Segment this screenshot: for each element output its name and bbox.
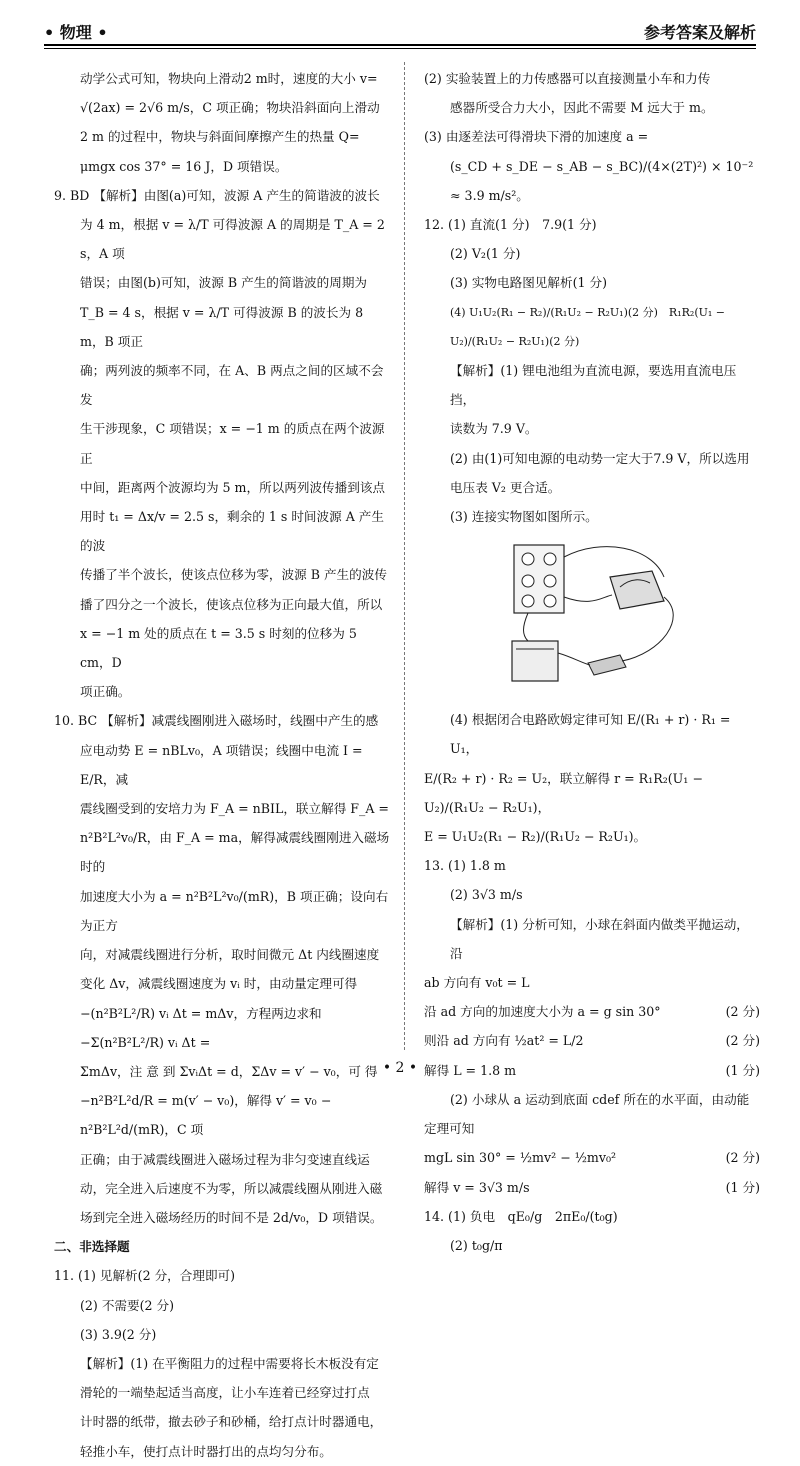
text-line: 12. (1) 直流(1 分) 7.9(1 分) — [424, 217, 597, 233]
text-line: 加速度大小为 a = n²B²L²v₀/(mR)，B 项正确；设向右为正方 — [80, 888, 389, 933]
text-line: 14. (1) 负电 qE₀/g 2πE₀/(t₀g) — [424, 1208, 618, 1224]
text-line: −n²B²L²d/R = m(v′ − v₀)，解得 v′ = v₀ − n²B²L²d/(mR)，C 项 — [80, 1093, 332, 1138]
text-line: (2) 小球从 a 运动到底面 cdef 所在的水平面，由动能 — [450, 1091, 750, 1107]
scored-text: 解得 L = 1.8 m — [424, 1062, 517, 1078]
text-line: 错误；由图(b)可知，波源 B 产生的简谐波的周期为 — [80, 275, 368, 291]
text-line: 13. (1) 1.8 m — [424, 858, 506, 874]
text-line: 读数为 7.9 V。 — [450, 421, 538, 437]
dial-knob — [522, 595, 534, 607]
text-line: (2) 由(1)可知电源的电动势一定大于7.9 V，所以选用 — [450, 450, 750, 466]
text-line: (2) t₀g/π — [450, 1237, 503, 1253]
text-line: 动，完全进入后速度不为零，所以减震线圈从刚进入磁 — [80, 1180, 383, 1196]
text-line: (3) 连接实物图如图所示。 — [450, 509, 598, 525]
dial-knob — [522, 575, 534, 587]
text-line: (2) 实验装置上的力传感器可以直接测量小车和力传 — [424, 71, 711, 86]
text-line: 轻推小车，使打点计时器打出的点均匀分布。 — [80, 1443, 332, 1459]
text-line: 【解析】(1) 分析可知，小球在斜面内做类平抛运动，沿 — [450, 916, 749, 961]
wire — [558, 653, 590, 665]
subject-label: • 物理 • — [44, 23, 108, 42]
text-line: 用时 t₁ = Δx/v = 2.5 s，剩余的 1 s 时间波源 A 产生的波 — [80, 509, 384, 554]
resistance-box — [514, 545, 564, 613]
text-line: 【解析】(1) 在平衡阻力的过程中需要将长木板没有定 — [80, 1355, 379, 1371]
text-line: 计时器的纸带，撤去砂子和砂桶，给打点计时器通电， — [80, 1414, 383, 1430]
text-line: 应电动势 E = nBLv₀，A 项错误；线圈中电流 I = E/R，减 — [80, 742, 363, 787]
voltmeter — [610, 571, 664, 609]
page-header — [44, 14, 756, 44]
text-line: (2) 3√3 m/s — [450, 887, 523, 903]
formula-line: (4) U₁U₂(R₁ − R₂)/(R₁U₂ − R₂U₁)(2 分) R₁R₂(U₁ − U₂)/(R₁U₂ − R₂U₁)(2 分) — [450, 305, 726, 348]
text-line: T_B = 4 s，根据 v = λ/T 可得波源 B 的波长为 8 m，B 项正 — [80, 304, 364, 349]
score-label: (2 分) — [725, 1004, 760, 1020]
text-line: 电压表 V₂ 更合适。 — [450, 479, 561, 495]
column-divider — [404, 62, 405, 1050]
score-label: (1 分) — [725, 1179, 760, 1195]
text-line: x = −1 m 处的质点在 t = 3.5 s 时刻的位移为 5 cm，D — [80, 625, 357, 671]
scored-text: 则沿 ad 方向有 ½at² = L/2 — [424, 1033, 584, 1049]
text-line: 震线圈受到的安培力为 F_A = nBIL，联立解得 F_A = — [80, 801, 389, 817]
page-number: • 2 • — [382, 1060, 418, 1076]
text-line: 中间，距离两个波源均为 5 m，所以两列波传播到该点 — [80, 479, 386, 495]
score-label: (1 分) — [725, 1062, 760, 1078]
scored-row — [424, 1173, 760, 1202]
dial-knob — [544, 595, 556, 607]
wire — [564, 595, 612, 601]
battery — [512, 641, 558, 681]
wire — [524, 613, 529, 641]
text-line: 确；两列波的频率不同，在 A、B 两点之间的区域不会发 — [80, 363, 384, 408]
text-line: (3) 由逐差法可得滑块下滑的加速度 a = — [424, 129, 649, 145]
formula-line: (s_CD + s_DE − s_AB − s_BC)/(4×(2T)²) × 10⁻² ≈ 3.9 m/s²。 — [450, 158, 754, 203]
text-line: ab 方向有 v₀t = L — [424, 975, 530, 991]
text-line: (2) V₂(1 分) — [450, 246, 521, 262]
header-title: 参考答案及解析 — [643, 23, 756, 42]
right-column — [424, 64, 760, 1260]
dial-knob — [522, 553, 534, 565]
text-line: (4) 根据闭合电路欧姆定律可知 E/(R₁ + r) · R₁ = U₁， — [450, 712, 731, 757]
text-line: 场到完全进入磁场经历的时间不是 2d/v₀，D 项错误。 — [80, 1209, 383, 1225]
text-line: 播了四分之一个波长，使该点位移为正向最大值，所以 — [80, 596, 383, 612]
header-rule-thin — [44, 48, 756, 49]
text-line: 生干涉现象，C 项错误；x = −1 m 的质点在两个波源正 — [80, 421, 385, 466]
text-line: 动学公式可知，物块向上滑动2 m时，速度的大小 v= — [80, 71, 378, 86]
header-rule — [44, 44, 756, 46]
text-line: n²B²L²v₀/R，由 F_A = ma，解得减震线圈刚进入磁场时的 — [80, 830, 390, 875]
circuit-figure — [492, 537, 692, 697]
text-line: (3) 3.9(2 分) — [80, 1326, 157, 1342]
switch — [588, 655, 626, 675]
text-line: 变化 Δv，减震线圈速度为 vᵢ 时，由动量定理可得 — [80, 976, 358, 992]
scored-text: mgL sin 30° = ½mv² − ½mv₀² — [424, 1150, 617, 1166]
text-line: 【解析】(1) 锂电池组为直流电源，要选用直流电压挡， — [450, 363, 737, 408]
text-line: 项正确。 — [80, 684, 131, 700]
text-line: 10. BC 【解析】减震线圈刚进入磁场时，线圈中产生的感 — [54, 713, 379, 729]
text-line: √(2ax) = 2√6 m/s，C 项正确；物块沿斜面向上滑动 — [80, 100, 380, 116]
text-line: 2 m 的过程中，物块与斜面间摩擦产生的热量 Q= — [80, 129, 360, 145]
text-line: 感器所受合力大小，因此不需要 M 远大于 m。 — [450, 100, 714, 116]
formula-line: E/(R₂ + r) · R₂ = U₂，联立解得 r = R₁R₂(U₁ − U₂)/(R₁U₂ − R₂U₁)， — [424, 770, 703, 815]
scored-row — [424, 1143, 760, 1172]
scored-row — [424, 1026, 760, 1055]
text-line: 正确；由于减震线圈进入磁场过程为非匀变速直线运 — [80, 1151, 370, 1167]
dial-knob — [544, 553, 556, 565]
text-line: μmgx cos 37° = 16 J，D 项错误。 — [80, 158, 288, 174]
left-column — [54, 64, 390, 1466]
scored-text: 解得 v = 3√3 m/s — [424, 1179, 530, 1195]
score-label: (2 分) — [725, 1033, 760, 1049]
dial-knob — [544, 575, 556, 587]
text-line: 向，对减震线圈进行分析，取时间微元 Δt 内线圈速度 — [80, 947, 380, 963]
text-line: 为 4 m，根据 v = λ/T 可得波源 A 的周期是 T_A = 2 s，A 项 — [80, 217, 385, 262]
formula-line: E = U₁U₂(R₁ − R₂)/(R₁U₂ − R₂U₁)。 — [424, 829, 647, 845]
section-heading: 二、非选择题 — [54, 1239, 130, 1255]
text-line: 滑轮的一端垫起适当高度，让小车连着已经穿过打点 — [80, 1385, 370, 1401]
text-line: 传播了半个波长，使该点位移为零，波源 B 产生的波传 — [80, 567, 387, 583]
text-line: ΣmΔv，注 意 到 ΣvᵢΔt = d，ΣΔv = v′ − v₀，可 得 — [80, 1063, 378, 1079]
scored-row — [424, 997, 760, 1026]
text-line: −(n²B²L²/R) vᵢ Δt = mΔv，方程两边求和 −Σ(n²B²L²/R) vᵢ Δt = — [80, 1005, 322, 1050]
text-line: 定理可知 — [424, 1121, 475, 1137]
scored-text: 沿 ad 方向的加速度大小为 a = g sin 30° — [424, 1004, 661, 1020]
text-line: 11. (1) 见解析(2 分，合理即可) — [54, 1268, 236, 1284]
text-line: (2) 不需要(2 分) — [80, 1297, 175, 1313]
score-label: (2 分) — [725, 1150, 760, 1166]
text-line: 9. BD 【解析】由图(a)可知，波源 A 产生的简谐波的波长 — [54, 187, 380, 203]
text-line: (3) 实物电路图见解析(1 分) — [450, 275, 608, 291]
